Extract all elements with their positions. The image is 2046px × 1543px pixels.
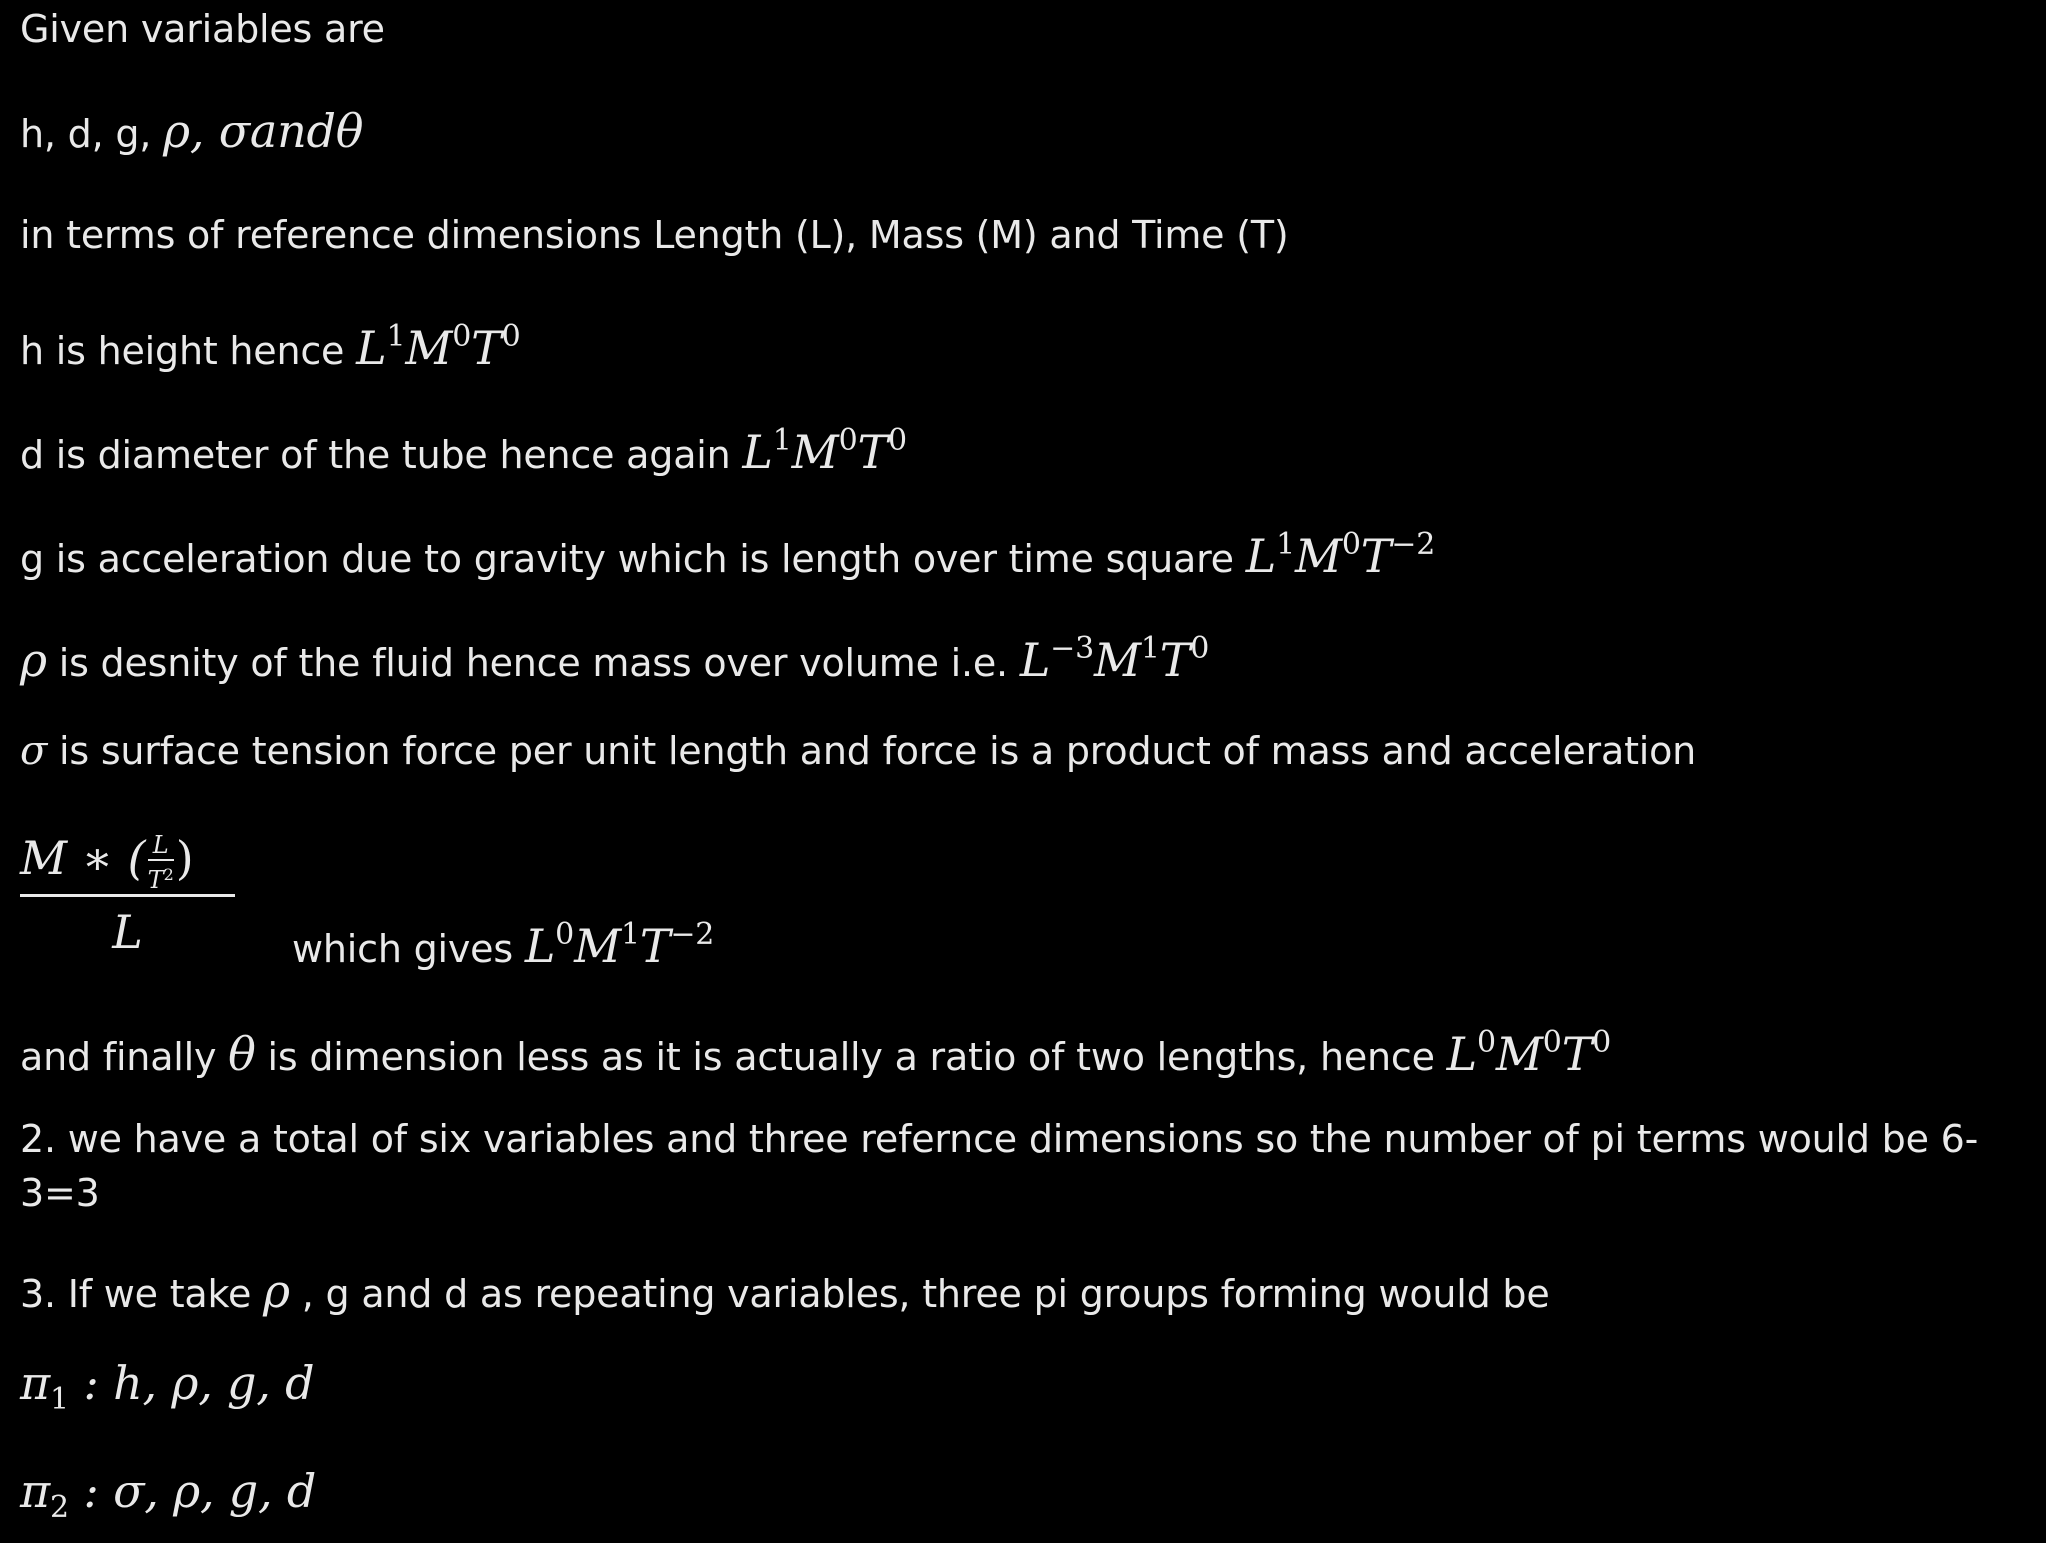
pi-count-text: 2. we have a total of six variables and three refernce dimensions so the number of pi terms would be 6-	[20, 1117, 1979, 1161]
h-dimension-math: $L^1M^0T^0$	[356, 319, 521, 375]
g-dimension-line	[20, 522, 1435, 582]
g-dimension-math: $L^1M^0T^{-2}$	[1245, 527, 1436, 583]
sigma-symbol: σ	[20, 728, 48, 774]
intro-text: Given variables are	[20, 7, 385, 51]
pi-count-result: 3=3	[20, 1171, 100, 1215]
repeating-rho-symbol: ρ	[263, 1264, 290, 1318]
sigma-description-line	[20, 728, 1696, 774]
pi2-group-line	[20, 1464, 317, 1531]
sigma-dimension-line	[292, 912, 714, 972]
reference-dimensions-text: in terms of reference dimensions Length (L), Mass (M) and Time (T)	[20, 213, 1289, 257]
rho-dimension-math: $L^{-3}M^1T^0$	[1019, 631, 1210, 687]
repeating-variables-line	[20, 1264, 1550, 1318]
theta-dimension-text: is dimension less as it is actually a ratio of two lengths, hence	[255, 1035, 1447, 1079]
h-dimension-text: h is height hence	[20, 329, 357, 373]
theta-dimension-line	[20, 1020, 1611, 1080]
sigma-dimension-math: $L^0M^1T^{-2}$	[524, 917, 715, 973]
variables-text: h, d, g,	[20, 112, 164, 156]
fraction-denominator: L	[112, 905, 143, 959]
d-dimension-math: $L^1M^0T^0$	[742, 423, 907, 479]
d-dimension-line	[20, 418, 907, 478]
variables-math: ρ, σandθ	[163, 104, 364, 158]
variables-line	[20, 104, 364, 158]
pi1-group-line	[20, 1356, 315, 1423]
surface-tension-fraction	[20, 818, 235, 968]
fraction-bar	[20, 894, 235, 897]
h-dimension-line	[20, 314, 521, 374]
theta-dimension-math: $L^0M^0T^0$	[1446, 1025, 1612, 1081]
theta-intro-text: and finally	[20, 1035, 229, 1079]
theta-symbol: θ	[228, 1027, 256, 1081]
pi-count-line	[20, 1116, 1978, 1162]
rho-dimension-text: is desnity of the fluid hence mass over volume i.e.	[46, 641, 1020, 685]
g-dimension-text: g is acceleration due to gravity which is length over time square	[20, 537, 1246, 581]
pi-count-line-continued	[20, 1170, 100, 1216]
sigma-description-text: is surface tension force per unit length and force is a product of mass and acceleration	[47, 729, 1697, 773]
intro-line	[20, 6, 385, 52]
repeating-variables-intro: 3. If we take	[20, 1272, 264, 1316]
inner-fraction: $\frac{L}{T^2}$	[147, 830, 174, 894]
pi1-group-math: $\pi_1$ : h, ρ, g, d	[20, 1356, 315, 1417]
repeating-variables-text: , g and d as repeating variables, three pi groups forming would be	[289, 1272, 1550, 1316]
sigma-dimension-text: which gives	[292, 927, 525, 971]
rho-dimension-line	[20, 626, 1209, 686]
d-dimension-text: d is diameter of the tube hence again	[20, 433, 743, 477]
fraction-numerator: M ∗ ( $\frac{L}{T^2}$ )	[20, 830, 194, 894]
reference-dimensions-line	[20, 212, 1289, 258]
pi2-group-math: $\pi_2$ : σ, ρ, g, d	[20, 1464, 317, 1525]
rho-symbol: ρ	[20, 633, 47, 687]
